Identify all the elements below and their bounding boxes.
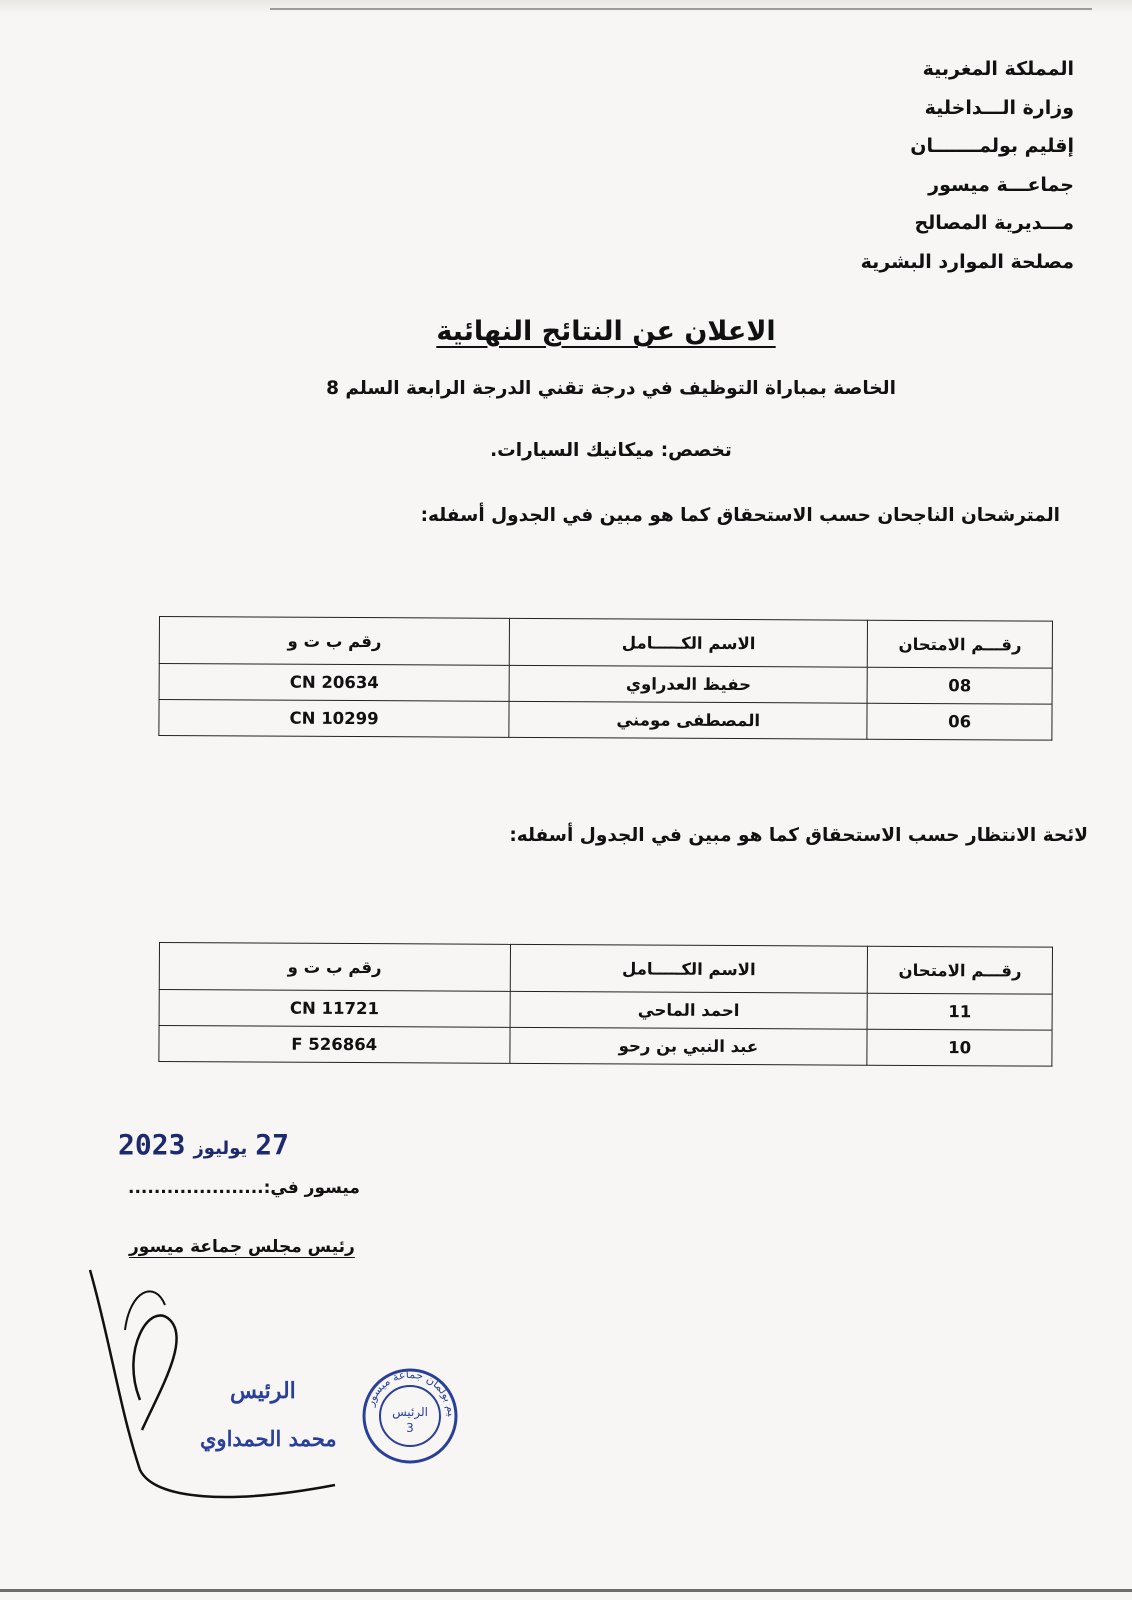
header-line: مـــديرية المصالح (914, 212, 1074, 234)
scan-line-bottom (0, 1589, 1132, 1592)
cell-id: CN 20634 (159, 664, 509, 702)
cell-name: عبد النبي بن رحو (509, 1027, 867, 1065)
table-header-row (159, 617, 1052, 669)
column-header-exam-no: رقـــم الامتحان (868, 946, 1053, 994)
place-line: ميسور في:..................... (128, 1178, 360, 1198)
specialty-line: تخصص: ميكانيك السيارات. (490, 440, 732, 461)
letterhead (861, 50, 1074, 281)
stamp-center-text: الرئيس (392, 1405, 428, 1419)
header-line: جماعـــة ميسور (928, 173, 1074, 196)
date-stamp (118, 1128, 289, 1161)
cell-id: F 526864 (159, 1026, 510, 1064)
stamp-ring-text: يم بولمان جماعة ميسور (363, 1367, 459, 1417)
document-title: الاعلان عن النتائج النهائية (436, 316, 776, 347)
date-day: 27 (255, 1128, 289, 1161)
stamp-number: 3 (406, 1421, 414, 1435)
table-row (159, 700, 1052, 741)
header-line: المملكة المغربية (922, 58, 1074, 80)
date-year: 2023 (118, 1128, 186, 1161)
waitlist-table (158, 942, 1053, 1067)
column-header-full-name: الاسم الكـــــامل (510, 944, 868, 993)
cell-name: المصطفى مومني (509, 701, 867, 739)
header-line: مصلحة الموارد البشرية (860, 250, 1074, 273)
column-header-exam-no: رقـــم الامتحان (868, 620, 1053, 668)
cell-id: CN 10299 (159, 700, 509, 738)
column-header-id: رقم ب ت و (159, 617, 510, 666)
president-title: رئيس مجلس جماعة ميسور (129, 1237, 355, 1257)
column-header-id: رقم ب ت و (159, 943, 510, 992)
table-row (159, 990, 1052, 1031)
document-subtitle: الخاصة بمباراة التوظيف في درجة تقني الدرجة الرابعة السلم 8 (326, 378, 896, 399)
cell-id: CN 11721 (159, 990, 510, 1028)
winners-intro: المترشحان الناجحان حسب الاستحقاق كما هو مبين في الجدول أسفله: (420, 505, 1060, 526)
cell-name: حفيظ العدراوي (509, 665, 867, 703)
table-row (159, 1026, 1052, 1067)
waitlist-intro: لائحة الانتظار حسب الاستحقاق كما هو مبين في الجدول أسفله: (509, 825, 1088, 846)
cell-exam-no: 10 (867, 1029, 1052, 1066)
scan-edge (0, 0, 1132, 14)
header-line: وزارة الـــداخلية (924, 96, 1074, 119)
scan-line-top (270, 8, 1092, 10)
handwritten-signature (80, 1260, 340, 1500)
cell-exam-no: 11 (867, 993, 1052, 1030)
cell-exam-no: 08 (867, 667, 1052, 704)
cell-exam-no: 06 (867, 703, 1052, 740)
winners-table (158, 616, 1053, 741)
date-month: يوليوز (193, 1138, 248, 1159)
table-row (159, 664, 1052, 705)
stamp-icon (360, 1366, 460, 1466)
official-stamp (360, 1366, 460, 1466)
signature-name: محمد الحمداوي (200, 1426, 337, 1451)
cell-name: احمد الماحي (510, 991, 868, 1029)
column-header-full-name: الاسم الكـــــامل (510, 618, 868, 667)
table-header-row (159, 943, 1052, 995)
signature-label: الرئيس (230, 1378, 296, 1404)
header-line: إقليم بولمـــــــان (910, 135, 1074, 157)
